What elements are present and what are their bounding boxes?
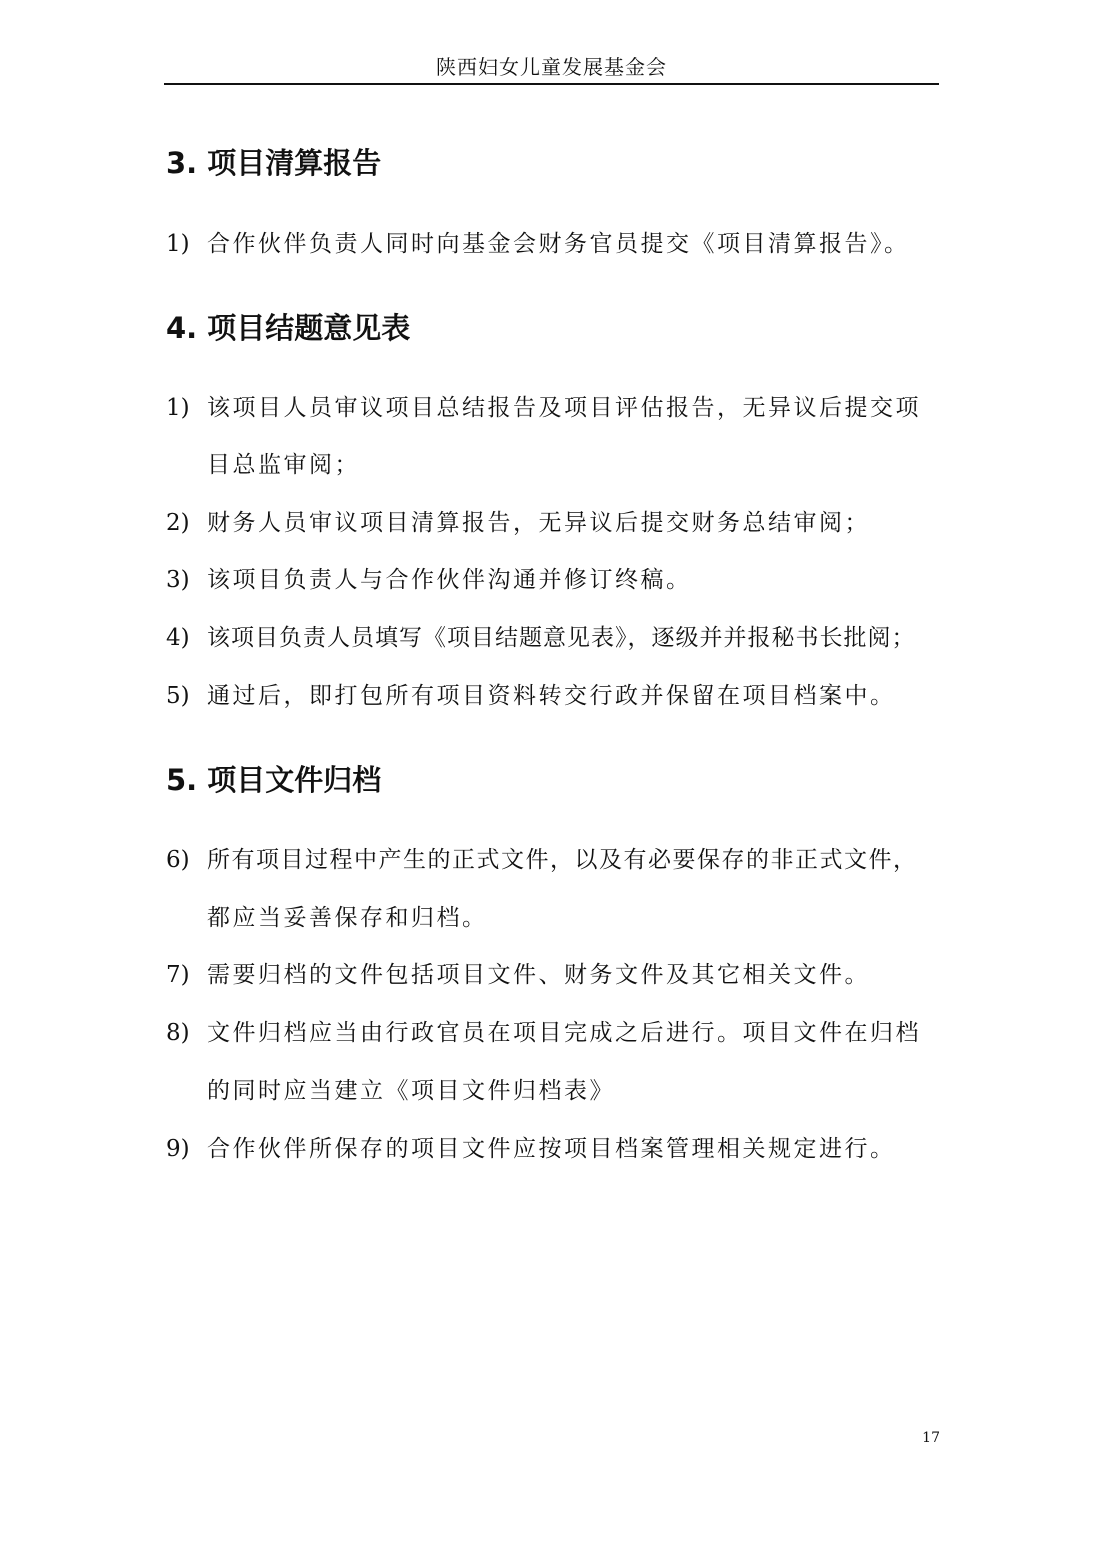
list-item-continuation: 的同时应当建立《项目文件归档表》 [207,1078,615,1104]
list-item-number: 2) [166,510,190,536]
list-item-number: 6) [166,847,190,873]
list-item-number: 1) [166,231,190,257]
section-heading-3: 3. 项目清算报告 [166,146,382,180]
list-item [166,393,921,423]
list-item [166,681,896,711]
list-item [166,960,870,990]
list-item-number: 9) [166,1136,190,1162]
list-item-text: 该项目人员审议项目总结报告及项目评估报告，无异议后提交项 [207,395,921,421]
list-item-text: 该项目负责人员填写《项目结题意见表》，逐级并并报秘书长批阅； [207,625,916,651]
list-item-continuation: 目总监审阅； [207,452,360,478]
list-item-text: 合作伙伴负责人同时向基金会财务官员提交《项目清算报告》。 [207,231,910,257]
list-item-text: 文件归档应当由行政官员在项目完成之后进行。项目文件在归档 [207,1020,921,1046]
list-item-number: 8) [166,1020,190,1046]
list-item-text: 合作伙伴所保存的项目文件应按项目档案管理相关规定进行。 [207,1136,896,1162]
list-item-text: 该项目负责人与合作伙伴沟通并修订终稿。 [207,567,692,593]
list-item-text: 需要归档的文件包括项目文件、财务文件及其它相关文件。 [207,962,870,988]
header-rule [164,83,939,85]
list-item-continuation: 都应当妥善保存和归档。 [207,905,488,931]
list-item-number: 7) [166,962,190,988]
list-item-number: 4) [166,625,190,651]
list-item [166,1134,896,1164]
list-item-text: 财务人员审议项目清算报告，无异议后提交财务总结审阅； [207,510,870,536]
list-item [166,565,692,595]
list-item [166,229,910,259]
section-heading-5: 5. 项目文件归档 [166,763,382,797]
list-item-number: 3) [166,567,190,593]
list-item [166,845,918,875]
list-item-text: 所有项目过程中产生的正式文件，以及有必要保存的非正式文件， [207,847,918,873]
list-item [166,508,870,538]
section-heading-4: 4. 项目结题意见表 [166,311,411,345]
running-header: 陕西妇女儿童发展基金会 [436,55,667,79]
page-number: 17 [922,1430,940,1446]
list-item-text: 通过后，即打包所有项目资料转交行政并保留在项目档案中。 [207,683,896,709]
list-item-number: 1) [166,395,190,421]
list-item [166,623,916,653]
list-item [166,1018,921,1048]
list-item-number: 5) [166,683,190,709]
